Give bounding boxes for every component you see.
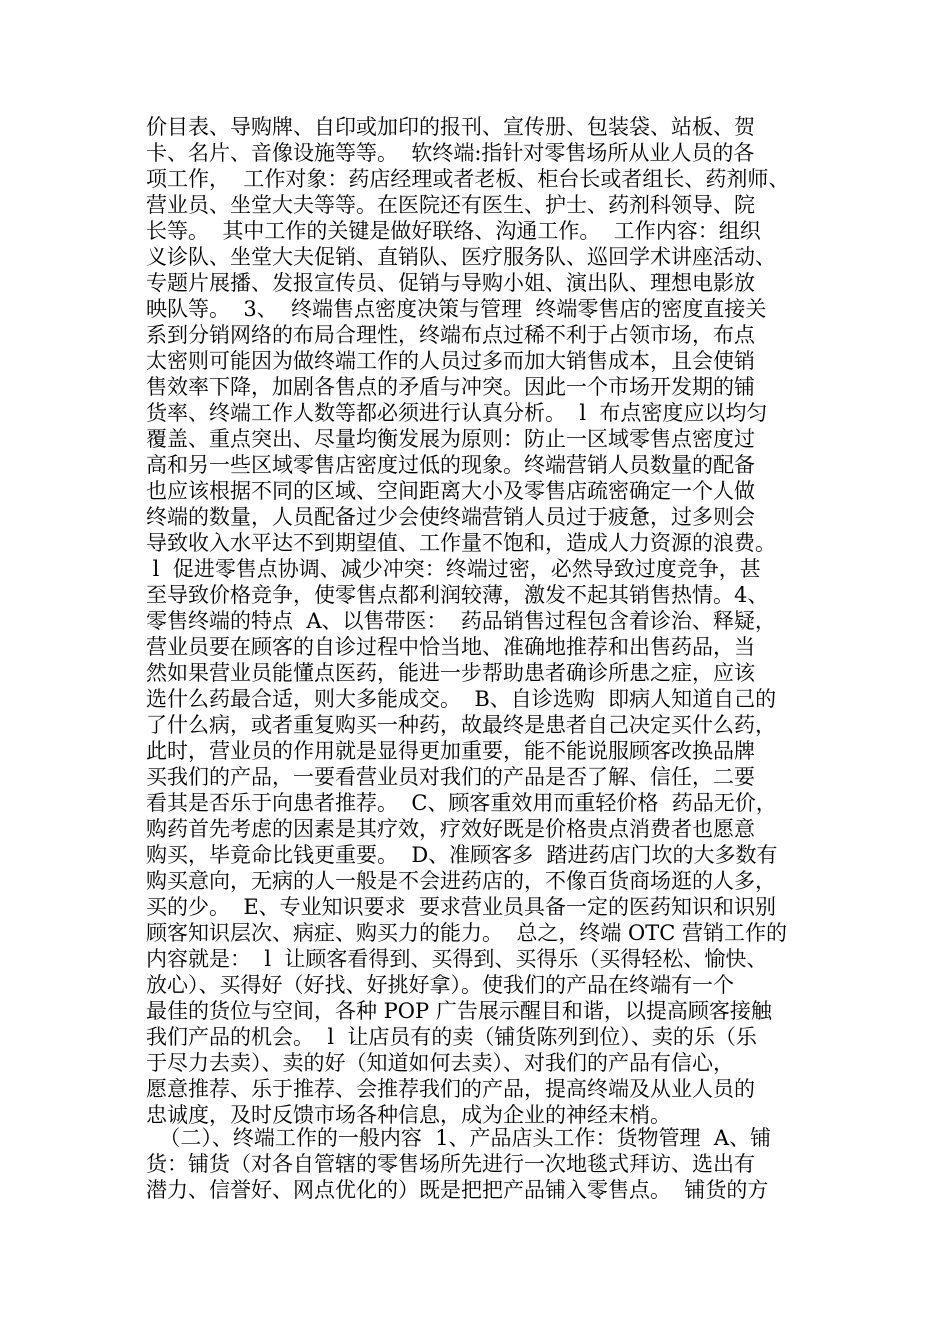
text-line: （二）、终端工作的一般内容 1、产品店头工作：货物管理 A、铺 — [146, 1126, 772, 1150]
text-line: 义诊队、坐堂大夫促销、直销队、医疗服务队、巡回学术讲座活动、 — [146, 245, 776, 269]
text-line: 高和另一些区域零售店密度过低的现象。终端营销人员数量的配备 — [146, 453, 755, 477]
text-line: 内容就是： l 让顾客看得到、买得到、买得乐（买得轻松、愉快、 — [146, 947, 768, 971]
text-line: 最佳的货位与空间，各种 POP 广告展示醒目和谐，以提高顾客接触 — [146, 999, 772, 1023]
body-paragraph-2 — [146, 1125, 816, 1203]
text-line: 然如果营业员能懂点医药，能进一步帮助患者确诊所患之症，应该 — [146, 661, 755, 685]
text-line: 长等。 其中工作的关键是做好联络、沟通工作。 工作内容：组织 — [146, 219, 761, 243]
text-line: 价目表、导购牌、自印或加印的报刊、宣传册、包装袋、站板、贺 — [146, 115, 755, 139]
text-line: 卡、名片、音像设施等等。 软终端:指针对零售场所从业人员的各 — [146, 141, 755, 165]
text-line: 项工作， 工作对象：药店经理或者老板、柜台长或者组长、药剂师、 — [146, 167, 790, 191]
text-line: 了什么病，或者重复购买一种药，故最终是患者自己决定买什么药， — [146, 713, 776, 737]
text-line: 营业员、坐堂大夫等等。在医院还有医生、护士、药剂科领导、院 — [146, 193, 755, 217]
text-line: l 促进零售点协调、减少冲突：终端过密，必然导致过度竞争，甚 — [146, 557, 761, 581]
text-line: 潜力、信誉好、网点优化的）既是把把产品铺入零售点。 铺货的方 — [146, 1178, 769, 1202]
text-line: 货：铺货（对各自管辖的零售场所先进行一次地毯式拜访、选出有 — [146, 1152, 755, 1176]
text-line: 映队等。 3、 终端售点密度决策与管理 终端零售店的密度直接关 — [146, 297, 767, 321]
text-line: 专题片展播、发报宣传员、促销与导购小姐、演出队、理想电影放 — [146, 271, 755, 295]
text-line: 愿意推荐、乐于推荐、会推荐我们的产品，提高终端及从业人员的 — [146, 1077, 755, 1101]
text-line: 我们产品的机会。 l 让店员有的卖（铺货陈列到位）、卖的乐（乐 — [146, 1025, 757, 1049]
text-line: 至导致价格竞争，使零售点都利润较薄，激发不起其销售热情。4、 — [146, 583, 769, 607]
text-line: 导致收入水平达不到期望值、工作量不饱和，造成人力资源的浪费。 — [146, 531, 776, 555]
text-line: 放心）、买得好（好找、好挑好拿）。使我们的产品在终端有一个 — [146, 973, 734, 997]
text-line: 于尽力去卖）、卖的好（知道如何去卖）、对我们的产品有信心， — [146, 1051, 734, 1075]
text-line: 零售终端的特点 A、以售带医： 药品销售过程包含着诊治、释疑， — [146, 609, 776, 633]
text-line: 此时，营业员的作用就是显得更加重要，能不能说服顾客改换品牌 — [146, 739, 755, 763]
text-line: 买的少。 E、专业知识要求 要求营业员具备一定的医药知识和识别 — [146, 895, 777, 919]
text-line: 终端的数量，人员配备过少会使终端营销人员过于疲惫，过多则会 — [146, 505, 755, 529]
text-line: 看其是否乐于向患者推荐。 C、顾客重效用而重轻价格 药品无价， — [146, 791, 777, 815]
text-line: 购买，毕竟命比钱更重要。 D、准顾客多 踏进药店门坎的大多数有 — [146, 843, 778, 867]
text-line: 买我们的产品，一要看营业员对我们的产品是否了解、信任，二要 — [146, 765, 755, 789]
text-line: 顾客知识层次、病症、购买力的能力。 总之，终端 OTC 营销工作的 — [146, 921, 787, 945]
text-line: 营业员要在顾客的自诊过程中恰当地、准确地推荐和出售药品，当 — [146, 635, 755, 659]
text-line: 覆盖、重点突出、尽量均衡发展为原则：防止一区域零售点密度过 — [146, 427, 755, 451]
text-line: 选什么药最合适，则大多能成交。 B、自诊选购 即病人知道自己的 — [146, 687, 777, 711]
text-line: 购买意向，无病的人一般是不会进药店的，不像百货商场逛的人多， — [146, 869, 776, 893]
text-line: 售效率下降，加剧各售点的矛盾与冲突。因此一个市场开发期的铺 — [146, 375, 755, 399]
text-line: 太密则可能因为做终端工作的人员过多而加大销售成本，且会使销 — [146, 349, 755, 373]
body-paragraph-1 — [146, 114, 816, 1128]
text-line: 系到分销网络的布局合理性，终端布点过稀不利于占领市场，布点 — [146, 323, 755, 347]
text-line: 货率、终端工作人数等都必须进行认真分析。 l 布点密度应以均匀 — [146, 401, 768, 425]
text-line: 忠诚度，及时反馈市场各种信息，成为企业的神经末梢。 — [146, 1103, 671, 1127]
text-line: 也应该根据不同的区域、空间距离大小及零售店疏密确定一个人做 — [146, 479, 755, 503]
text-line: 购药首先考虑的因素是其疗效，疗效好既是价格贵点消费者也愿意 — [146, 817, 755, 841]
